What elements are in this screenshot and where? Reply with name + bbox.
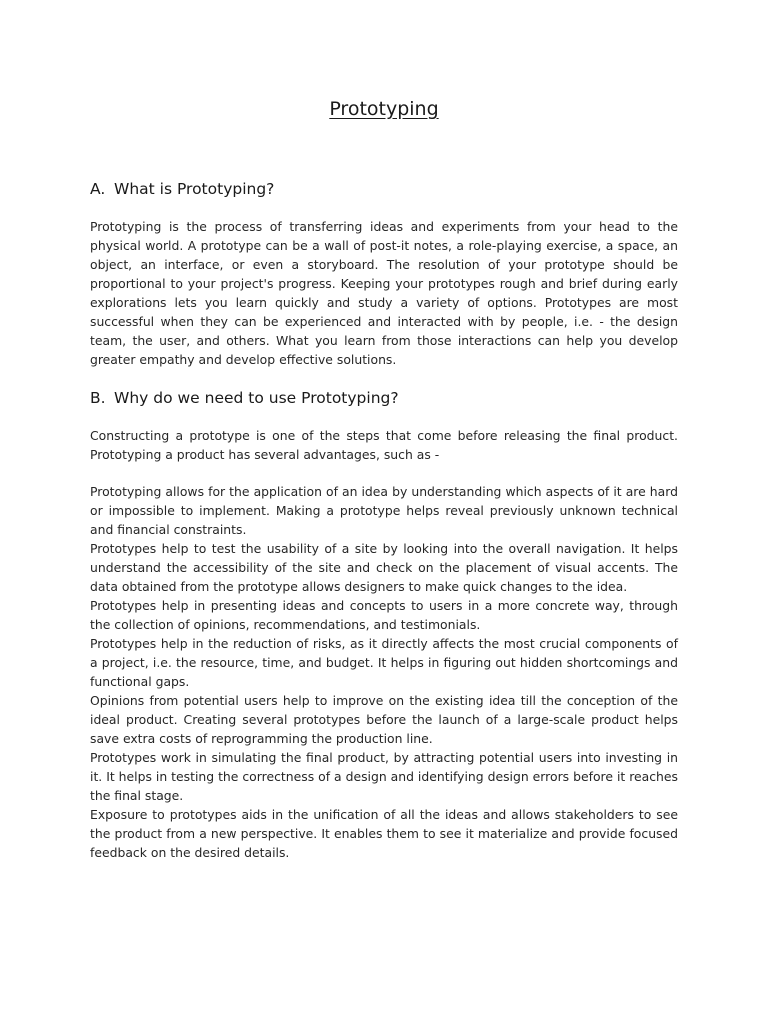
section-a-number: A.: [90, 180, 106, 198]
section-b-heading-text: Why do we need to use Prototyping?: [114, 389, 399, 407]
section-b-heading: [90, 388, 678, 408]
section-a-body: [90, 217, 678, 369]
section-a-heading-text: What is Prototyping?: [114, 180, 275, 198]
advantage-item: Exposure to prototypes aids in the unification of all the ideas and allows stakeholders to see the product from a new perspective. It enables them to see it materialize and provide focused feedback on the desired details.: [90, 807, 678, 860]
advantage-item: Prototypes work in simulating the final product, by attracting potential users into investing in it. It helps in testing the correctness of a design and identifying design errors before it reaches the final stage.: [90, 750, 678, 803]
advantages-list: [90, 482, 678, 862]
section-b-number: B.: [90, 389, 106, 407]
advantage-item: Prototyping allows for the application of an idea by understanding which aspects of it are hard or impossible to implement. Making a prototype helps reveal previously unknown technical and financial constraints.: [90, 484, 678, 537]
advantage-item: Prototypes help in presenting ideas and concepts to users in a more concrete way, through the collection of opinions, recommendations, and testimonials.: [90, 598, 678, 632]
advantage-item: Prototypes help in the reduction of risks, as it directly affects the most crucial components of a project, i.e. the resource, time, and budget. It helps in figuring out hidden shortcomings and functional gaps.: [90, 636, 678, 689]
advantage-item: Prototypes help to test the usability of a site by looking into the overall navigation. It helps understand the accessibility of the site and check on the placement of visual accents. The data obtained from the prototype allows designers to make quick changes to the idea.: [90, 541, 678, 594]
advantage-item: Opinions from potential users help to improve on the existing idea till the conception of the ideal product. Creating several prototypes before the launch of a large-scale product helps save extra costs of reprogramming the production line.: [90, 693, 678, 746]
section-b-intro-block: [90, 426, 678, 464]
section-b-intro: Constructing a prototype is one of the steps that come before releasing the final product. Prototyping a product has several advantages, such as -: [90, 428, 678, 462]
section-a-heading: [90, 179, 678, 199]
page-title: Prototyping: [329, 98, 439, 120]
section-a-paragraph: Prototyping is the process of transferring ideas and experiments from your head to the physical world. A prototype can be a wall of post-it notes, a role-playing exercise, a space, an object, an interface, or even a storyboard. The resolution of your prototype should be proportional to your project's progress. Keeping your prototypes rough and brief during early explorations lets you learn quickly and study a variety of options. Prototypes are most successful when they can be experienced and interacted with by people, i.e. - the design team, the user, and others. What you learn from those interactions can help you develop greater empathy and develop effective solutions.: [90, 219, 678, 367]
